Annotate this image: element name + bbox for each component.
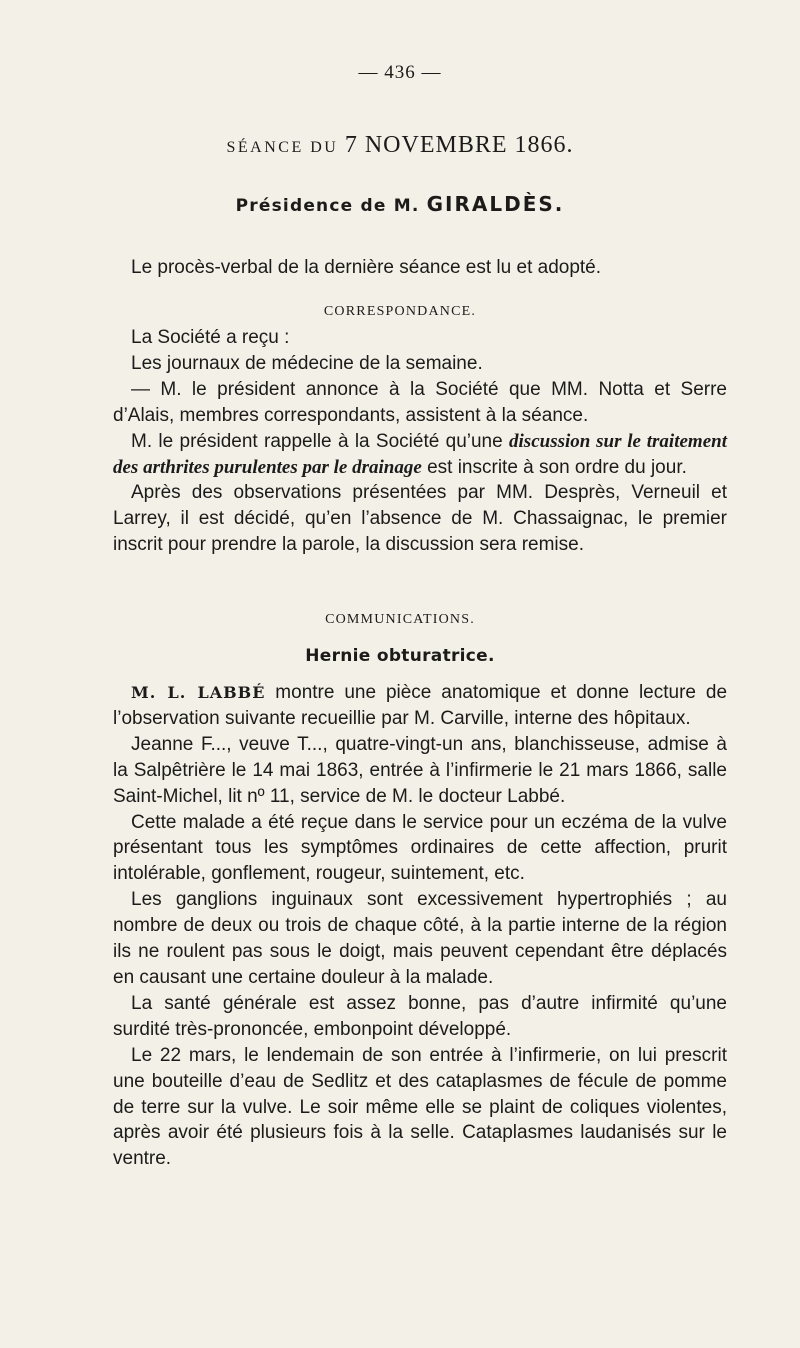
comm-paragraph-3: Cette malade a été reçue dans le service pour un eczéma de la vulve présentant tous les symptômes ordinaires de cette affection, prurit intolérable, gonflement, rougeur, suintement, etc. <box>113 811 727 885</box>
comm-p1-text: montre une pièce anatomique et donne lecture de l’observation suivante recueillie par M. Carville, interne des hôpitaux. <box>113 682 728 729</box>
session-date: 7 NOVEMBRE 1866. <box>344 132 574 158</box>
corr-paragraph-3: — M. le président annonce à la Société que MM. Notta et Serre d’Alais, membres correspondants, assistent à la séance. <box>113 378 727 426</box>
session-prefix: SÉANCE DU <box>226 139 345 156</box>
minutes-paragraph <box>113 255 727 281</box>
president-name: GIRALDÈS. <box>426 192 565 216</box>
comm-paragraph-5: La santé générale est assez bonne, pas d’autre infirmité qu’une surdité très-prononcée, embonpoint développé. <box>113 992 727 1040</box>
corr-paragraph-4 <box>113 429 727 481</box>
corr-paragraph-2: Les journaux de médecine de la semaine. <box>131 352 483 374</box>
corr-p4-after: est inscrite à son ordre du jour. <box>421 456 687 478</box>
corr-p4-before: M. le président rappelle à la Société qu’une <box>131 430 510 452</box>
author-name: M. L. LABBÉ <box>131 683 266 702</box>
corr-p4-emphasis: discussion sur le traitement des arthrites purulentes par le drainage <box>113 430 727 478</box>
presidency-line <box>0 192 800 216</box>
comm-paragraph-2: Jeanne F..., veuve T..., quatre-vingt-un ans, blanchisseuse, admise à la Salpêtrière le 14 mai 1863, entrée à l’infirmerie le 21 mars 1866, salle Saint-Michel, lit nº 11, service de M. le docteur Labbé. <box>113 733 727 807</box>
communications-body <box>113 680 727 1172</box>
communications-subheading: Hernie obturatrice. <box>305 646 495 666</box>
presidency-prefix: Présidence de M. <box>235 196 427 216</box>
comm-paragraph-1 <box>113 680 727 732</box>
corr-paragraph-1: La Société a reçu : <box>131 327 290 348</box>
corr-paragraph-5: Après des observations présentées par MM. Desprès, Verneuil et Larrey, il est décidé, qu’en l’absence de M. Chassaignac, le premier inscrit pour prendre la parole, la discussion sera remise. <box>113 482 727 556</box>
communications-heading: COMMUNICATIONS. <box>325 612 475 627</box>
comm-paragraph-4: Les ganglions inguinaux sont excessivement hypertrophiés ; au nombre de deux ou trois de chaque côté, à la partie interne de la région ils ne roulent pas sous le doigt, mais peuvent cependant être déplacés en causant une certaine douleur à la malade. <box>113 889 727 988</box>
comm-paragraph-6: Le 22 mars, le lendemain de son entrée à l’infirmerie, on lui prescrit une bouteille d’eau de Sedlitz et des cataplasmes de fécule de pomme de terre sur la vulve. Le soir même elle se plaint de coliques violentes, après avoir été plusieurs fois à la selle. Cataplasmes laudanisés sur le ventre. <box>113 1044 727 1170</box>
session-title <box>0 132 800 159</box>
minutes-text: Le procès-verbal de la dernière séance est lu et adopté. <box>131 257 602 278</box>
correspondance-body <box>113 325 727 558</box>
correspondance-heading: CORRESPONDANCE. <box>323 304 477 319</box>
page-number: — 436 — <box>358 62 442 83</box>
